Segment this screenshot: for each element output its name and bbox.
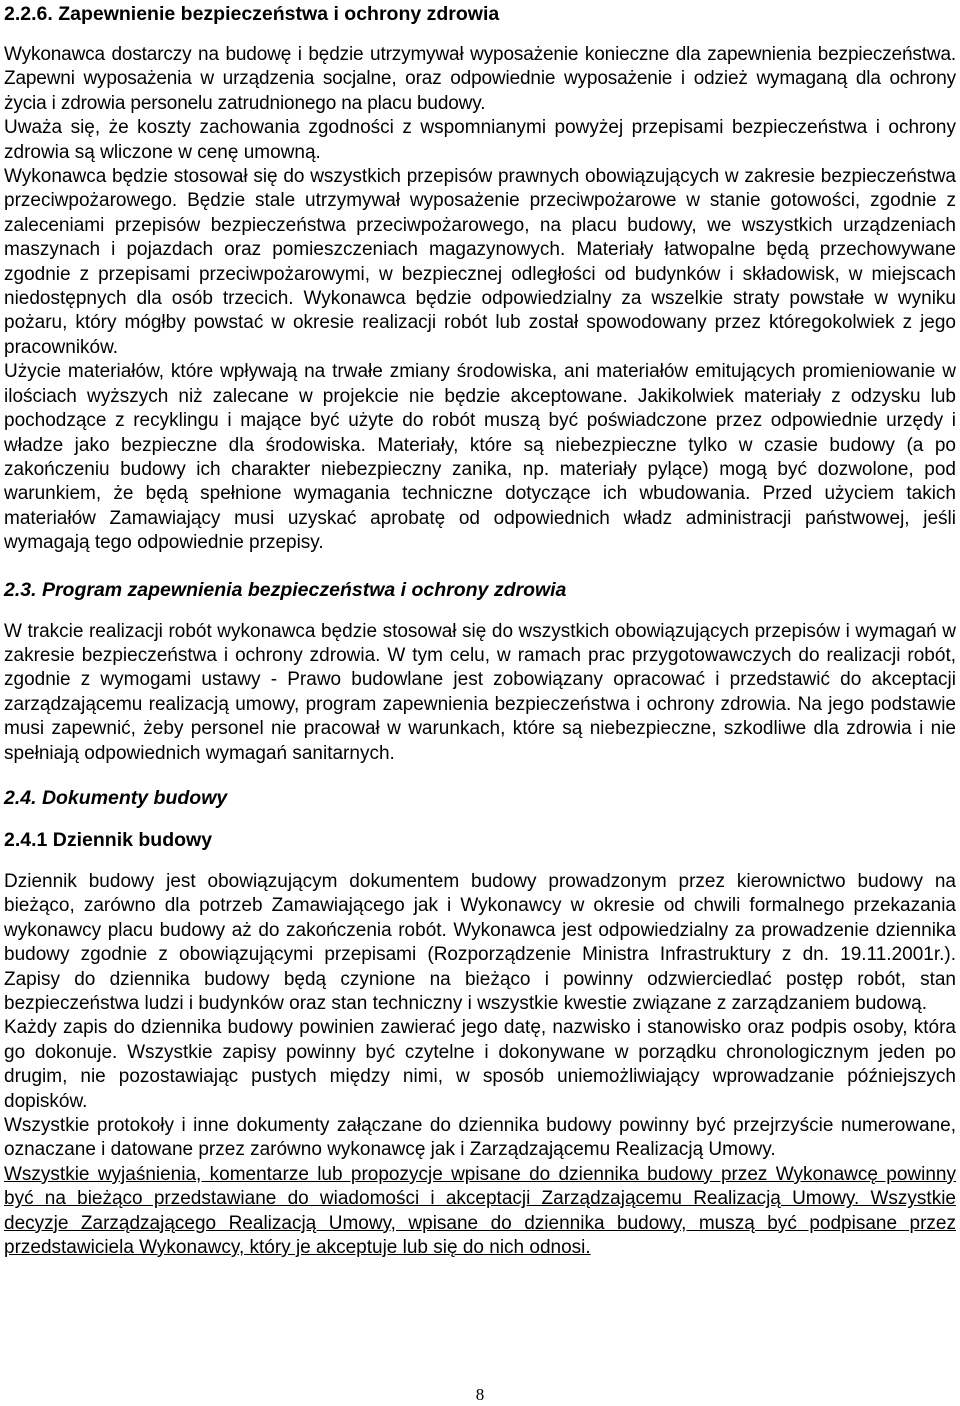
paragraph: Uważa się, że koszty zachowania zgodności z wspomnianymi powyżej przepisami bezpieczeństwa i ochrony zdrowia są wliczone w cenę umowną. xyxy=(4,117,956,163)
paragraph: Wykonawca będzie stosował się do wszystkich przepisów prawnych obowiązujących w zakresie bezpieczeństwa przeciwpożarowego. Będzie stale utrzymywał wyposażenie przeciwpożarowe w stanie gotowości, zgodnie z zaleceniami przepisów bezpieczeństwa przeciwpożarowego, na placu budowy, we wszystkich urządzeniach maszynach i pojazdach oraz pomieszczeniach magazynowych. Materiały łatwopalne będą przechowywane zgodnie z przepisami przeciwpożarowymi, w bezpiecznej odległości od budynków i składowisk, w miejscach niedostępnych dla osób trzecich. Wykonawca będzie odpowiedzialny za wszelkie straty powstałe w wyniku pożaru, który mógłby powstać w okresie realizacji robót lub został spowodowany przez któregokolwiek z jego pracowników. xyxy=(4,166,956,358)
paragraph: W trakcie realizacji robót wykonawca będzie stosował się do wszystkich obowiązujących przepisów i wymagań w zakresie bezpieczeństwa i ochrony zdrowia. W tym celu, w ramach prac przygotowawczych do realizacji robót, zgodnie z wymogami ustawy - Prawo budowlane jest zobowiązany opracować i przedstawić do akceptacji zarządzającemu realizacją umowy, program zapewnienia bezpieczeństwa i ochrony zdrowia. Na jego podstawie musi zapewnić, żeby personel nie pracował w warunkach, które są niebezpieczne, szkodliwe dla zdrowia i nie spełniają odpowiednich wymagań sanitarnych. xyxy=(4,620,956,764)
document-page xyxy=(4,0,956,1260)
underlined-paragraph: Wszystkie wyjaśnienia, komentarze lub propozycje wpisane do dziennika budowy przez Wykonawcę powinny być na bieżąco przedstawiane do wiadomości i akceptacji Zarządzającemu Realizacją Umowy. Wszystkie decyzje Zarządzającego Realizacją Umowy, wpisane do dziennika budowy, muszą być podpisane przez przedstawiciela Wykonawcy, który je akceptuje lub się do nich odnosi. xyxy=(4,1163,956,1259)
section-heading-2-2-6: 2.2.6. Zapewnienie bezpieczeństwa i ochrony zdrowia xyxy=(4,3,500,25)
paragraph: Wykonawca dostarczy na budowę i będzie utrzymywał wyposażenie konieczne dla zapewnienia bezpieczeństwa. Zapewni wyposażenia w urządzenia socjalne, oraz odpowiednie wyposażenie i odzież wymaganą dla ochrony życia i zdrowia personelu zatrudnionego na placu budowy. xyxy=(4,44,956,114)
page-number: 8 xyxy=(475,1385,485,1404)
paragraph: Użycie materiałów, które wpływają na trwałe zmiany środowiska, ani materiałów emitujących promieniowanie w ilościach wyższych niż zalecane w projekcie nie będzie akceptowane. Jakikolwiek materiały z odzysku lub pochodzące z recyklingu i mające być użyte do robót muszą być poświadczone przez odpowiednie urzędy i władze jako bezpieczne dla środowiska. Materiały, które są niebezpieczne tylko w czasie budowy (a po zakończeniu budowy ich charakter niebezpieczny zanika, np. materiały pylące) mogą być dozwolone, pod warunkiem, że będą spełnione wymagania techniczne dotyczące ich wbudowania. Przed użyciem takich materiałów Zamawiający musi uzyskać aprobatę od odpowiednich władz administracji państwowej, jeśli wymagają tego odpowiednie przepisy. xyxy=(4,361,956,554)
section-heading-2-4-1: 2.4.1 Dziennik budowy xyxy=(4,828,213,851)
paragraph: Wszystkie protokoły i inne dokumenty załączane do dziennika budowy powinny być przejrzyście numerowane, oznaczane i datowane przez zarówno wykonawcę jak i Zarządzającemu Realizacją Umowy. xyxy=(4,1115,956,1161)
section-heading-2-3: 2.3. Program zapewnienia bezpieczeństwa i ochrony zdrowia xyxy=(4,578,567,601)
paragraph: Dziennik budowy jest obowiązującym dokumentem budowy prowadzonym przez kierownictwo budowy na bieżąco, zarówno dla potrzeb Zamawiającego jak i Wykonawcy w okresie od chwili formalnego przekazania wykonawcy placu budowy aż do zakończenia robót. Wykonawca jest odpowiedzialny za prowadzenie dziennika budowy zgodnie z obowiązującymi przepisami (Rozporządzenie Ministra Infrastruktury z dn. 19.11.2001r.). Zapisy do dziennika budowy będą czynione na bieżąco i powinny odzwierciedlać postęp robót, stan bezpieczeństwa ludzi i budynków oraz stan techniczny i wszystkie kwestie związane z zarządzaniem budową. xyxy=(4,870,956,1014)
section-heading-2-4: 2.4. Dokumenty budowy xyxy=(4,786,228,809)
paragraph: Każdy zapis do dziennika budowy powinien zawierać jego datę, nazwisko i stanowisko oraz podpis osoby, która go dokonuje. Wszystkie zapisy powinny być czytelne i dokonywane w porządku chronologicznym jeden po drugim, nie pozostawiając pustych między nimi, w sposób uniemożliwiający wprowadzanie późniejszych dopisków. xyxy=(4,1017,956,1112)
